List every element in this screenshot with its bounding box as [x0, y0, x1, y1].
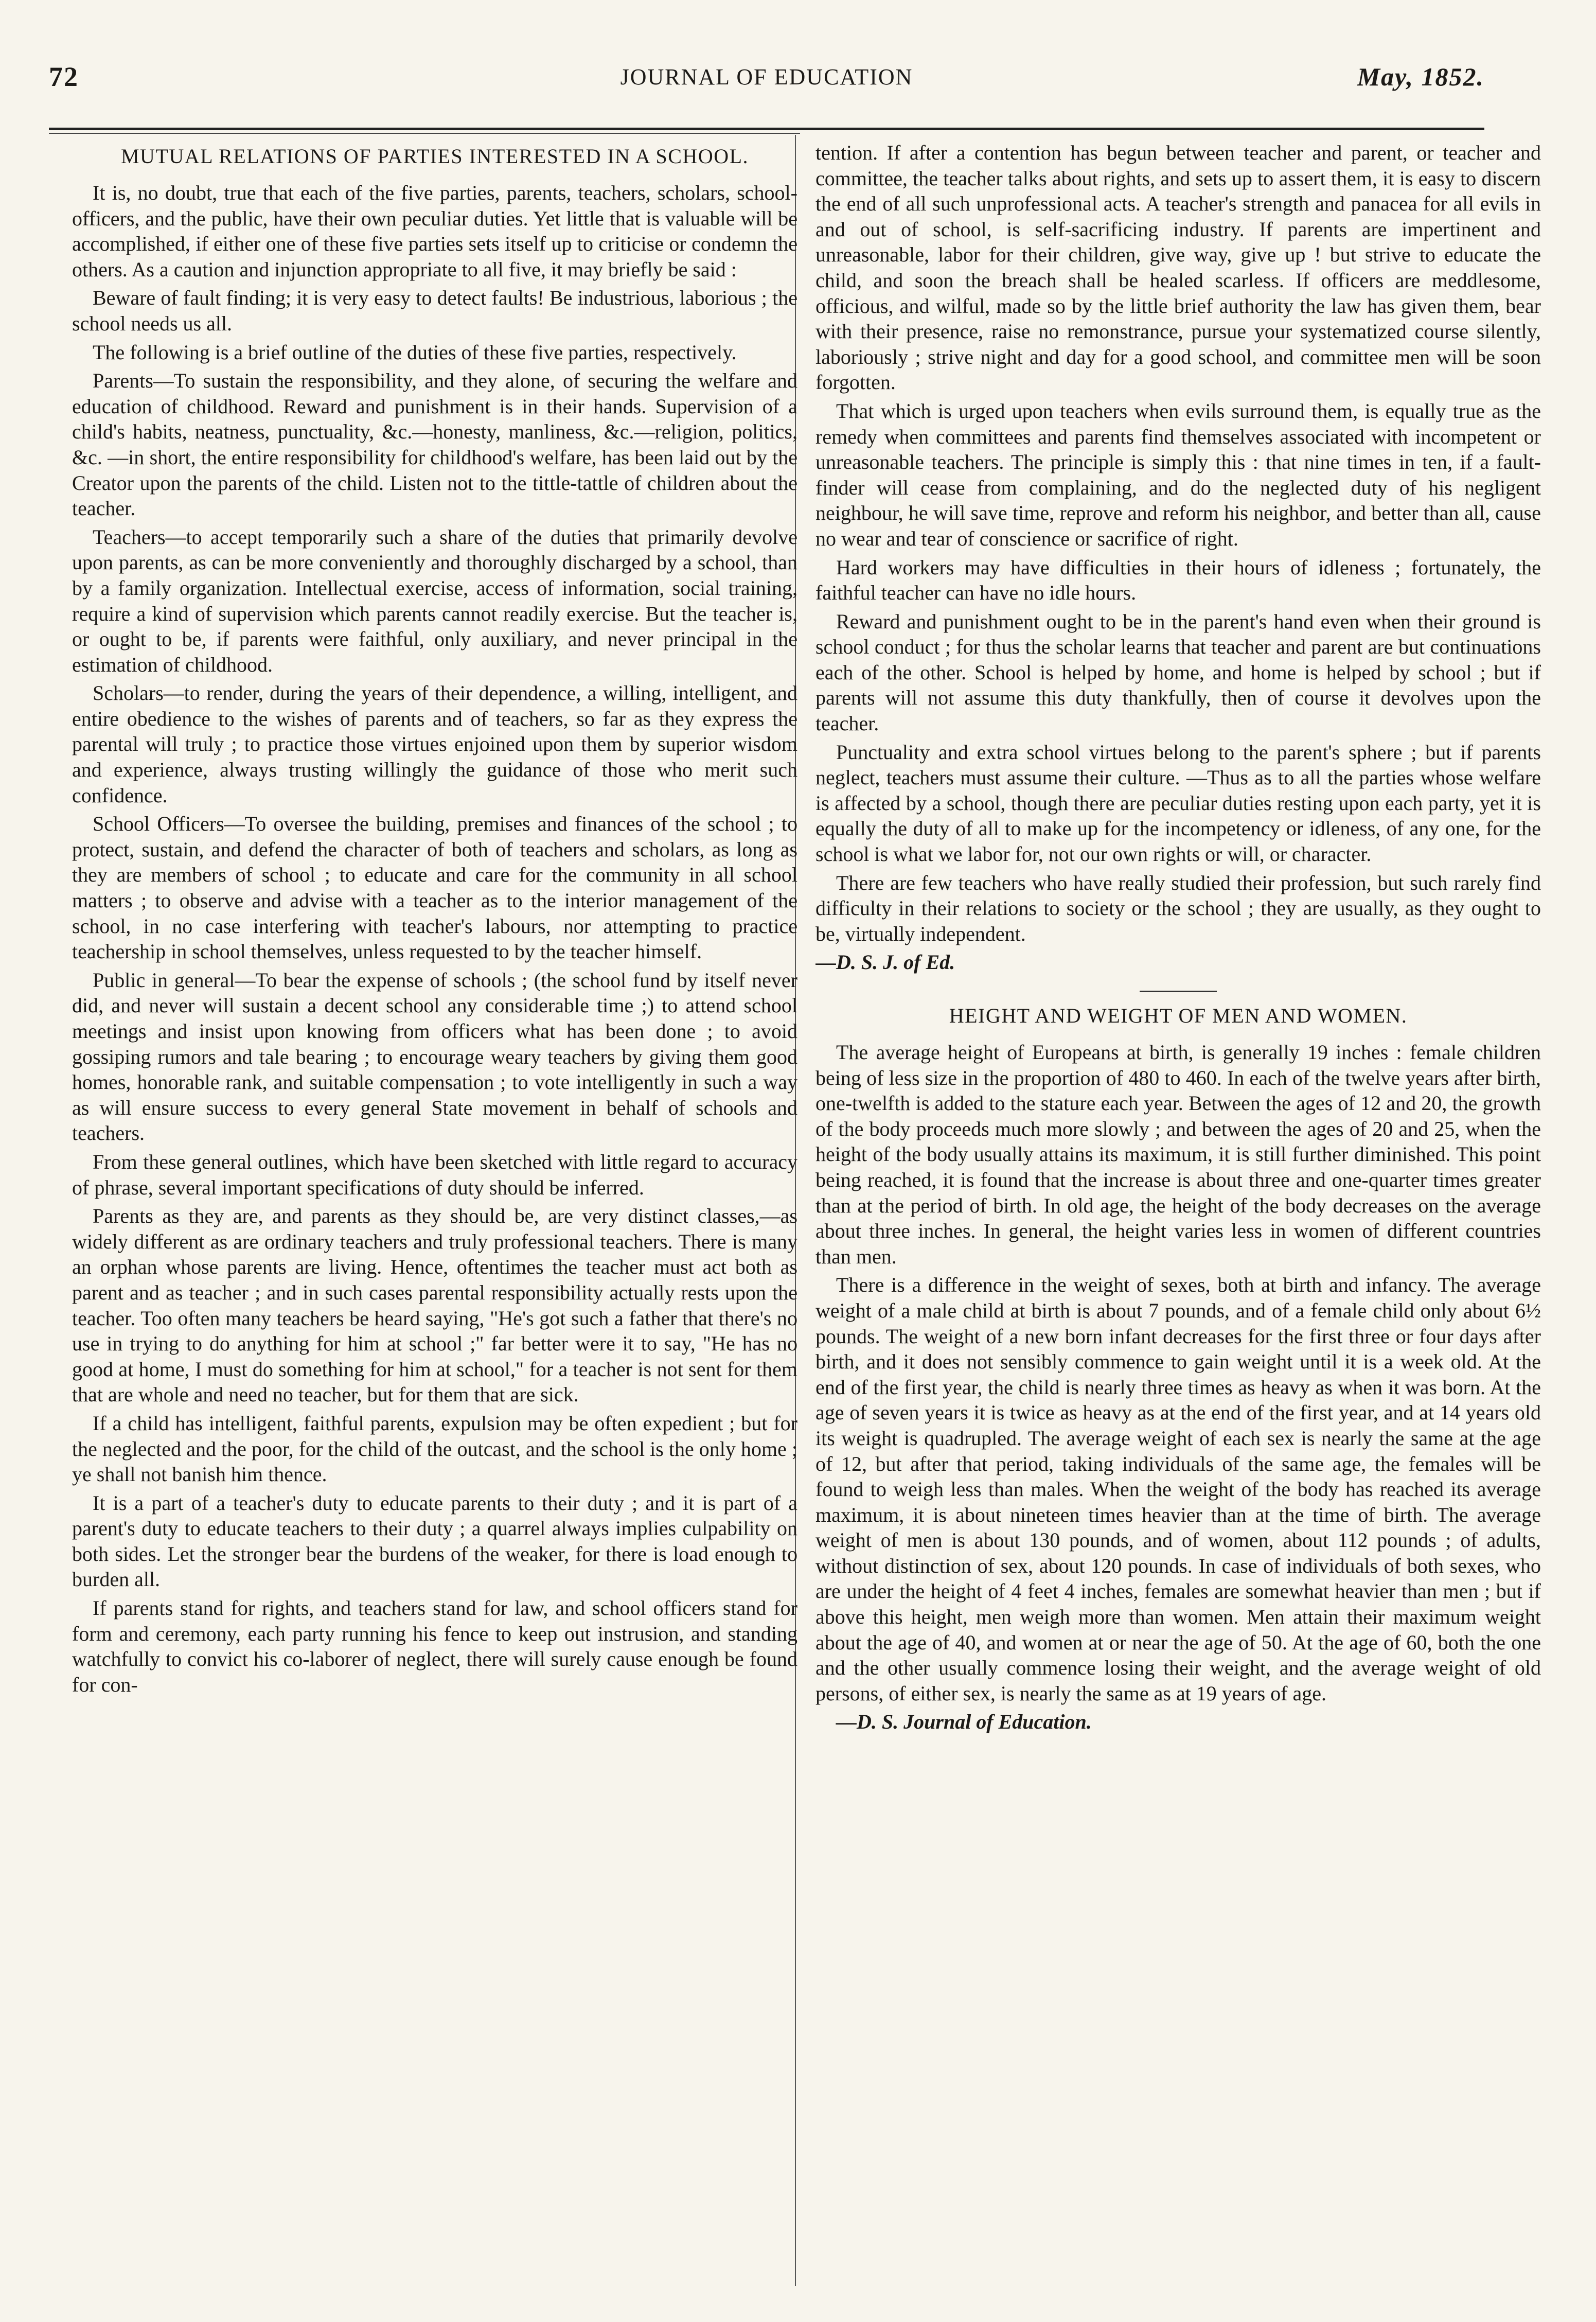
article-paragraph: If parents stand for rights, and teachers stand for law, and school officers stand for form and ceremony, each party running his fence to keep out instrusion, and standing watchfully to convict his co-laborer of neglect, there will surely cause enough be found for con- [72, 1596, 797, 1696]
journal-title: JOURNAL OF EDUCATION [620, 64, 913, 90]
header-rule-thin [49, 133, 800, 134]
article-paragraph: Parents as they are, and parents as they should be, are very distinct classes,—as widely different as are ordinary teachers and truly professional teachers. There is many an orphan whose parents are living. Hence, oftentimes the teacher must act both as parent and as teacher ; and in such cases parental responsibility actually rests upon the teacher. Too often many teachers be heard saying, "He's got such a father that there's no use in trying to do anything for him at school ;" far better were it to say, "He has no good at home, I must do something for him at school," for a teacher is not sent for them that are whole and need no teacher, but for them that are sick. [72, 1204, 797, 1406]
article-paragraph: The average height of Europeans at birth, is generally 19 inches : female children being of less size in the proportion of 480 to 460. In each of the twelve years after birth, one-twelfth is added to the stature each year. Between the ages of 12 and 20, the growth of the body proceeds much more slowly ; and between the ages of 20 and 25, when the height of the body usually attains its maximum, it is still further diminished. This point being reached, it is found that the increase is about three and one-quarter times greater than at the period of birth. In old age, the height of the body decreases on the average about three inches. In general, the height varies less in women of different countries than men. [815, 1041, 1541, 1268]
article-paragraph: Reward and punishment ought to be in the parent's hand even when their ground is school conduct ; for thus the scholar learns that teacher and parent are but continuations each of the other. School is helped by home, and home is helped by school ; but if parents will not assume this duty thankfully, then of course it devolves upon the teacher. [815, 609, 1541, 735]
article-paragraph: Public in general—To bear the expense of schools ; (the school fund by itself never did, and never will sustain a decent school any considerable time ;) to attend school meetings and insist upon knowing from officers what has been done ; to avoid gossiping rumors and tale bearing ; to encourage weary teachers by giving them good homes, honorable rank, and suitable compensation ; to vote intelligently in such a way as will ensure success to every general State movement in behalf of schools and teachers. [72, 968, 797, 1145]
page-number: 72 [49, 61, 79, 92]
article-paragraph: It is, no doubt, true that each of the five parties, parents, teachers, scholars, school-officers, and the public, have their own peculiar duties. Yet little that is valuable will be accomplished, if either one of these five parties sets itself up to criticise or condemn the others. As a caution and injunction appropriate to all five, it may briefly be said : [72, 181, 797, 281]
header-rule [49, 128, 1484, 130]
article-paragraph: Parents—To sustain the responsibility, and they alone, of securing the welfare and education of childhood. Reward and punishment is in their hands. Supervision of a child's habits, neatness, punctuality, &c.—honesty, manliness, &c.—religion, politics, &c. —in short, the entire responsibility for childhood's welfare, has been laid out by the Creator upon the parents of the child. Listen not to the tittle-tattle of children about the teacher. [72, 369, 797, 520]
article-title: HEIGHT AND WEIGHT OF MEN AND WOMEN. [949, 1004, 1408, 1027]
article-paragraph: If a child has intelligent, faithful parents, expulsion may be often expedient ; but for the neglected and the poor, for the child of the outcast, and the school is the only home ; ye shall not banish him thence. [72, 1411, 797, 1486]
article-paragraph: From these general outlines, which have been sketched with little regard to accuracy of phrase, several important specifications of duty should be inferred. [72, 1150, 797, 1199]
article-paragraph: School Officers—To oversee the building, premises and finances of the school ; to protect, sustain, and defend the character of both of teachers and scholars, as long as they are members of school ; to educate and care for the community in all school matters ; to observe and advise with a teacher as to the interior management of the school, in no case interfering with teacher's labours, nor attempting to practice teachership in school themselves, unless requested to by the teacher himself. [72, 812, 797, 963]
right-column [815, 140, 1541, 2291]
article-signature: —D. S. J. of Ed. [815, 951, 955, 974]
article-paragraph: It is a part of a teacher's duty to educate parents to their duty ; and it is part of a parent's duty to educate teachers to their duty ; a quarrel always implies culpability on both sides. Let the stronger bear the burdens of the weaker, for there is load enough to burden all. [72, 1491, 797, 1591]
article-paragraph: Punctuality and extra school virtues belong to the parent's sphere ; but if parents neglect, teachers must assume their culture. —Thus as to all the parties whose welfare is affected by a school, though there are peculiar duties resting upon each party, yet it is equally the duty of all to make up for the incompetency or idleness, of any one, for the school is what we labor for, not our own rights or will, or character. [815, 740, 1541, 866]
article-paragraph: There are few teachers who have really studied their profession, but such rarely find difficulty in their relations to society or the school ; they are usually, as they ought to be, virtually independent. [815, 871, 1541, 945]
article-signature: —D. S. Journal of Education. [836, 1710, 1092, 1734]
article-paragraph: There is a difference in the weight of sexes, both at birth and infancy. The average weight of a male child at birth is about 7 pounds, and of a female child only about 6½ pounds. The weight of a new born infant decreases for the first three or four days after birth, and it does not sensibly commence to gain weight until it is a week old. At the end of the first year, the child is nearly three times as heavy as when it was born. At the age of seven years it is twice as heavy as at the end of the first year, and at 14 years old its weight is quadrupled. The average weight of each sex is nearly the same at the age of 12, but after that period, taking individuals of the same age, the females will be found to weigh less than males. When the weight of the body has reached its average maximum, it is about nineteen times heavier than at the time of birth. The average weight of men is about 130 pounds, and of women, about 112 pounds ; of adults, without distinction of sex, about 120 pounds. In case of individuals of both sexes, who are under the height of 4 feet 4 inches, females are somewhat heavier than men ; but if above this height, men weigh more than women. Men attain their maximum weight about the age of 40, and women at or near the age of 50. At the age of 60, both the one and the other usually commence losing their weight, and the average weight of old persons, of either sex, is nearly the same as at 19 years of age. [815, 1273, 1541, 1705]
running-header [49, 61, 1484, 102]
article-paragraph: That which is urged upon teachers when evils surround them, is equally true as the remedy when committees and parents find themselves associated with incompetent or unreasonable teachers. The principle is simply this : that nine times in ten, if a fault-finder will cease from complaining, and do the neglected duty of his negligent neighbour, he will save time, reprove and reform his neighbor, and better than all, cause no wear and tear of conscience or sacrifice of right. [815, 399, 1541, 550]
section-rule [1140, 991, 1217, 992]
article-paragraph: Hard workers may have difficulties in their hours of idleness ; fortunately, the faithful teacher can have no idle hours. [815, 555, 1541, 605]
article-paragraph: Beware of fault finding; it is very easy to detect faults! Be industrious, laborious ; the school needs us all. [72, 286, 797, 335]
article-paragraph: The following is a brief outline of the duties of these five parties, respectively. [93, 340, 737, 364]
article-title: MUTUAL RELATIONS OF PARTIES INTERESTED IN A SCHOOL. [120, 145, 749, 168]
left-column [72, 140, 797, 2291]
article-paragraph: Teachers—to accept temporarily such a share of the duties that primarily devolve upon parents, as can be more conveniently and thoroughly discharged by a school, than by a family organization. Intellectual exercise, access of information, social training, require a kind of supervision which parents cannot readily exercise. But the teacher is, or ought to be, if parents were faithful, only auxiliary, and never principal in the estimation of childhood. [72, 525, 797, 676]
article-paragraph: tention. If after a contention has begun between teacher and parent, or teacher and committee, the teacher talks about rights, and sets up to assert them, it is easy to discern the end of all such unprofessional acts. A teacher's strength and panacea for all evils in and out of school, is self-sacrificing industry. If parents are impertinent and unreasonable, labor for their children, give way, give up ! but strive to educate the child, and soon the breach shall be healed scarless. If officers are meddlesome, officious, and wilful, made so by the little brief authority the law has given them, bear with their presence, raise no remonstrance, pursue your systematized course silently, laboriously ; strive night and day for a good school, and committee men will be soon forgotten. [815, 141, 1541, 394]
issue-date: May, 1852. [1357, 62, 1484, 91]
article-paragraph: Scholars—to render, during the years of their dependence, a willing, intelligent, and entire obedience to the wishes of parents and of teachers, so far as they express the parental will truly ; to practice those virtues enjoined upon them by superior wisdom and experience, always trusting willingly the guidance of those who merit such confidence. [72, 681, 797, 807]
